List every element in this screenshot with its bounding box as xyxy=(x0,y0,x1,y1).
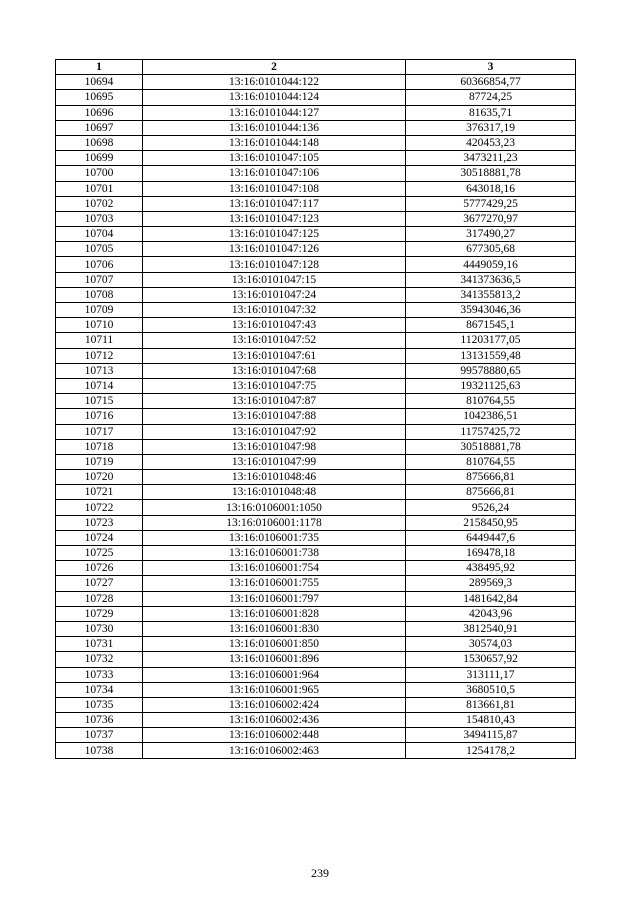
cadastral-number-cell: 13:16:0106001:830 xyxy=(143,621,406,636)
cadastral-number-cell: 13:16:0101047:105 xyxy=(143,151,406,166)
row-number-cell: 10717 xyxy=(56,424,143,439)
table-row xyxy=(56,500,576,515)
row-number-cell: 10724 xyxy=(56,530,143,545)
value-cell: 1481642,84 xyxy=(406,591,576,606)
table-row xyxy=(56,728,576,743)
row-number-cell: 10698 xyxy=(56,135,143,150)
cadastral-number-cell: 13:16:0101047:106 xyxy=(143,166,406,181)
table-row xyxy=(56,196,576,211)
value-cell: 42043,96 xyxy=(406,606,576,621)
table-row xyxy=(56,135,576,150)
value-cell: 81635,71 xyxy=(406,105,576,120)
cadastral-number-cell: 13:16:0106001:896 xyxy=(143,652,406,667)
row-number-cell: 10723 xyxy=(56,515,143,530)
value-cell: 376317,19 xyxy=(406,120,576,135)
cadastral-number-cell: 13:16:0106001:754 xyxy=(143,561,406,576)
cadastral-number-cell: 13:16:0106001:828 xyxy=(143,606,406,621)
cadastral-number-cell: 13:16:0101047:32 xyxy=(143,303,406,318)
table-row xyxy=(56,470,576,485)
value-cell: 30518881,78 xyxy=(406,439,576,454)
cadastral-number-cell: 13:16:0101048:48 xyxy=(143,485,406,500)
row-number-cell: 10738 xyxy=(56,743,143,758)
row-number-cell: 10728 xyxy=(56,591,143,606)
cadastral-number-cell: 13:16:0106002:436 xyxy=(143,713,406,728)
table-row xyxy=(56,606,576,621)
row-number-cell: 10719 xyxy=(56,454,143,469)
value-cell: 6449447,6 xyxy=(406,530,576,545)
cadastral-number-cell: 13:16:0101047:15 xyxy=(143,272,406,287)
table-row xyxy=(56,75,576,90)
table-row xyxy=(56,561,576,576)
row-number-cell: 10696 xyxy=(56,105,143,120)
row-number-cell: 10702 xyxy=(56,196,143,211)
row-number-cell: 10721 xyxy=(56,485,143,500)
row-number-cell: 10735 xyxy=(56,697,143,712)
table-row xyxy=(56,378,576,393)
row-number-cell: 10716 xyxy=(56,409,143,424)
cadastral-number-cell: 13:16:0101047:98 xyxy=(143,439,406,454)
cadastral-number-cell: 13:16:0101044:124 xyxy=(143,90,406,105)
value-cell: 30518881,78 xyxy=(406,166,576,181)
table-row xyxy=(56,652,576,667)
table-row xyxy=(56,272,576,287)
row-number-cell: 10708 xyxy=(56,287,143,302)
row-number-cell: 10729 xyxy=(56,606,143,621)
value-cell: 643018,16 xyxy=(406,181,576,196)
table-row xyxy=(56,637,576,652)
value-cell: 99578880,65 xyxy=(406,363,576,378)
row-number-cell: 10720 xyxy=(56,470,143,485)
value-cell: 289569,3 xyxy=(406,576,576,591)
row-number-cell: 10714 xyxy=(56,378,143,393)
value-cell: 3680510,5 xyxy=(406,682,576,697)
cadastral-number-cell: 13:16:0106001:755 xyxy=(143,576,406,591)
table-header xyxy=(56,60,576,75)
table-row xyxy=(56,697,576,712)
cadastral-number-cell: 13:16:0101047:126 xyxy=(143,242,406,257)
value-cell: 313111,17 xyxy=(406,667,576,682)
row-number-cell: 10709 xyxy=(56,303,143,318)
column-header-3: 3 xyxy=(406,60,576,75)
value-cell: 30574,03 xyxy=(406,637,576,652)
table-row xyxy=(56,242,576,257)
table-row xyxy=(56,546,576,561)
cadastral-number-cell: 13:16:0101047:128 xyxy=(143,257,406,272)
cadastral-number-cell: 13:16:0101047:61 xyxy=(143,348,406,363)
table-row xyxy=(56,120,576,135)
cadastral-number-cell: 13:16:0101044:127 xyxy=(143,105,406,120)
value-cell: 810764,55 xyxy=(406,394,576,409)
row-number-cell: 10701 xyxy=(56,181,143,196)
table-row xyxy=(56,530,576,545)
value-cell: 60366854,77 xyxy=(406,75,576,90)
cadastral-number-cell: 13:16:0101047:75 xyxy=(143,378,406,393)
value-cell: 813661,81 xyxy=(406,697,576,712)
table-row xyxy=(56,287,576,302)
cadastral-number-cell: 13:16:0106001:1178 xyxy=(143,515,406,530)
value-cell: 11757425,72 xyxy=(406,424,576,439)
value-cell: 3473211,23 xyxy=(406,151,576,166)
data-table xyxy=(55,59,576,759)
row-number-cell: 10699 xyxy=(56,151,143,166)
row-number-cell: 10705 xyxy=(56,242,143,257)
row-number-cell: 10707 xyxy=(56,272,143,287)
table-row xyxy=(56,166,576,181)
table-row xyxy=(56,151,576,166)
table-row xyxy=(56,682,576,697)
row-number-cell: 10700 xyxy=(56,166,143,181)
cadastral-number-cell: 13:16:0106001:797 xyxy=(143,591,406,606)
row-number-cell: 10697 xyxy=(56,120,143,135)
value-cell: 420453,23 xyxy=(406,135,576,150)
cadastral-number-cell: 13:16:0101047:99 xyxy=(143,454,406,469)
value-cell: 169478,18 xyxy=(406,546,576,561)
value-cell: 341373636,5 xyxy=(406,272,576,287)
table-row xyxy=(56,424,576,439)
table-row xyxy=(56,576,576,591)
cadastral-number-cell: 13:16:0101047:108 xyxy=(143,181,406,196)
cadastral-number-cell: 13:16:0106002:463 xyxy=(143,743,406,758)
value-cell: 438495,92 xyxy=(406,561,576,576)
table-row xyxy=(56,394,576,409)
cadastral-number-cell: 13:16:0101044:148 xyxy=(143,135,406,150)
cadastral-number-cell: 13:16:0106002:448 xyxy=(143,728,406,743)
row-number-cell: 10711 xyxy=(56,333,143,348)
value-cell: 1042386,51 xyxy=(406,409,576,424)
value-cell: 1530657,92 xyxy=(406,652,576,667)
column-header-2: 2 xyxy=(143,60,406,75)
cadastral-number-cell: 13:16:0101047:68 xyxy=(143,363,406,378)
row-number-cell: 10715 xyxy=(56,394,143,409)
cadastral-number-cell: 13:16:0101048:46 xyxy=(143,470,406,485)
table-row xyxy=(56,515,576,530)
cadastral-number-cell: 13:16:0101047:87 xyxy=(143,394,406,409)
cadastral-number-cell: 13:16:0106001:964 xyxy=(143,667,406,682)
row-number-cell: 10734 xyxy=(56,682,143,697)
table-row xyxy=(56,439,576,454)
value-cell: 677305,68 xyxy=(406,242,576,257)
value-cell: 154810,43 xyxy=(406,713,576,728)
cadastral-number-cell: 13:16:0101044:136 xyxy=(143,120,406,135)
row-number-cell: 10710 xyxy=(56,318,143,333)
table-row xyxy=(56,105,576,120)
table-row xyxy=(56,621,576,636)
row-number-cell: 10730 xyxy=(56,621,143,636)
value-cell: 35943046,36 xyxy=(406,303,576,318)
table-row xyxy=(56,257,576,272)
table-row xyxy=(56,181,576,196)
header-row xyxy=(56,60,576,75)
value-cell: 875666,81 xyxy=(406,470,576,485)
row-number-cell: 10703 xyxy=(56,211,143,226)
table-row xyxy=(56,333,576,348)
page-number: 239 xyxy=(311,866,329,880)
value-cell: 4449059,16 xyxy=(406,257,576,272)
table-row xyxy=(56,591,576,606)
row-number-cell: 10737 xyxy=(56,728,143,743)
row-number-cell: 10695 xyxy=(56,90,143,105)
cadastral-number-cell: 13:16:0101047:117 xyxy=(143,196,406,211)
row-number-cell: 10733 xyxy=(56,667,143,682)
value-cell: 1254178,2 xyxy=(406,743,576,758)
row-number-cell: 10694 xyxy=(56,75,143,90)
column-header-1: 1 xyxy=(56,60,143,75)
value-cell: 341355813,2 xyxy=(406,287,576,302)
value-cell: 13131559,48 xyxy=(406,348,576,363)
table-row xyxy=(56,348,576,363)
table-row xyxy=(56,454,576,469)
cadastral-number-cell: 13:16:0106001:1050 xyxy=(143,500,406,515)
table-row xyxy=(56,409,576,424)
value-cell: 875666,81 xyxy=(406,485,576,500)
row-number-cell: 10726 xyxy=(56,561,143,576)
value-cell: 11203177,05 xyxy=(406,333,576,348)
row-number-cell: 10731 xyxy=(56,637,143,652)
row-number-cell: 10713 xyxy=(56,363,143,378)
table-row xyxy=(56,211,576,226)
row-number-cell: 10736 xyxy=(56,713,143,728)
cadastral-number-cell: 13:16:0101047:52 xyxy=(143,333,406,348)
row-number-cell: 10706 xyxy=(56,257,143,272)
value-cell: 5777429,25 xyxy=(406,196,576,211)
cadastral-number-cell: 13:16:0106001:735 xyxy=(143,530,406,545)
cadastral-number-cell: 13:16:0101047:43 xyxy=(143,318,406,333)
row-number-cell: 10704 xyxy=(56,227,143,242)
row-number-cell: 10718 xyxy=(56,439,143,454)
row-number-cell: 10712 xyxy=(56,348,143,363)
table-body xyxy=(56,75,576,758)
table-row xyxy=(56,303,576,318)
cadastral-number-cell: 13:16:0106001:965 xyxy=(143,682,406,697)
cadastral-number-cell: 13:16:0101047:24 xyxy=(143,287,406,302)
cadastral-number-cell: 13:16:0101047:125 xyxy=(143,227,406,242)
value-cell: 9526,24 xyxy=(406,500,576,515)
row-number-cell: 10727 xyxy=(56,576,143,591)
value-cell: 19321125,63 xyxy=(406,378,576,393)
table-row xyxy=(56,227,576,242)
cadastral-number-cell: 13:16:0106001:738 xyxy=(143,546,406,561)
value-cell: 810764,55 xyxy=(406,454,576,469)
value-cell: 3494115,87 xyxy=(406,728,576,743)
table-row xyxy=(56,667,576,682)
cadastral-number-cell: 13:16:0106002:424 xyxy=(143,697,406,712)
value-cell: 3677270,97 xyxy=(406,211,576,226)
value-cell: 87724,25 xyxy=(406,90,576,105)
table-row xyxy=(56,713,576,728)
cadastral-number-cell: 13:16:0101044:122 xyxy=(143,75,406,90)
table-row xyxy=(56,743,576,758)
value-cell: 8671545,1 xyxy=(406,318,576,333)
table-row xyxy=(56,90,576,105)
table-row xyxy=(56,485,576,500)
row-number-cell: 10732 xyxy=(56,652,143,667)
table-row xyxy=(56,318,576,333)
table-row xyxy=(56,363,576,378)
cadastral-number-cell: 13:16:0101047:88 xyxy=(143,409,406,424)
row-number-cell: 10725 xyxy=(56,546,143,561)
value-cell: 3812540,91 xyxy=(406,621,576,636)
cadastral-number-cell: 13:16:0106001:850 xyxy=(143,637,406,652)
cadastral-number-cell: 13:16:0101047:123 xyxy=(143,211,406,226)
value-cell: 2158450,95 xyxy=(406,515,576,530)
cadastral-number-cell: 13:16:0101047:92 xyxy=(143,424,406,439)
row-number-cell: 10722 xyxy=(56,500,143,515)
value-cell: 317490,27 xyxy=(406,227,576,242)
